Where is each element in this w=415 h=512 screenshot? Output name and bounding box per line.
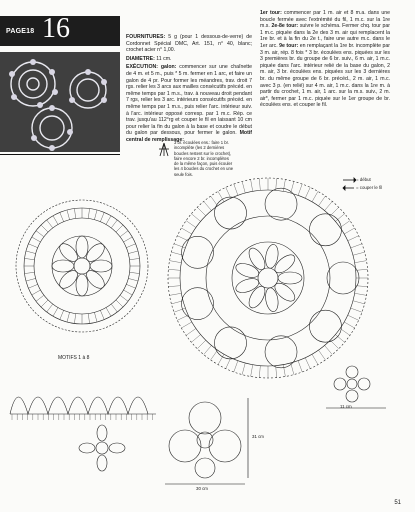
stitch-ray	[28, 244, 37, 248]
stitch-ray	[335, 335, 344, 343]
stitch-ray	[344, 228, 354, 234]
stitch-ray	[74, 208, 75, 218]
page-header	[0, 13, 120, 46]
stitch-ray	[74, 314, 75, 324]
stitch-ray	[170, 261, 182, 263]
stitch-ray	[124, 290, 133, 295]
dimension-height: 31 cm	[252, 434, 264, 439]
petal-line	[90, 260, 112, 272]
stitch-ray	[242, 363, 245, 375]
stitch-ray	[330, 340, 338, 348]
execution-label: EXÉCUTION:	[126, 64, 158, 71]
stitch-ray	[124, 237, 133, 242]
border-strip-diagram	[8, 374, 158, 422]
stitch-ray	[130, 272, 140, 273]
motifs-label: MOTIFS 1 à 8	[58, 355, 90, 361]
stitch-ray	[170, 293, 182, 295]
stitch-ray	[298, 184, 302, 195]
loop-line	[309, 310, 341, 342]
motif-label: Motif central de remplissage:	[126, 130, 252, 143]
stitch-ray	[191, 214, 200, 222]
stitch-ray	[204, 345, 212, 354]
stitch-symbol-icon	[158, 142, 170, 158]
stitch-ray	[100, 212, 104, 221]
petal-line	[264, 243, 280, 269]
product-photo	[0, 52, 120, 152]
stitch-ray	[116, 300, 123, 307]
stitch-ray	[53, 216, 58, 225]
stitch-ray	[120, 231, 128, 237]
stitch-ray	[356, 269, 368, 270]
stitch-ray	[41, 225, 48, 232]
dimension-line-height	[246, 398, 250, 478]
stitch-ray	[242, 181, 245, 193]
loop-line	[182, 236, 214, 268]
stitch-ray	[211, 350, 218, 360]
stitch-ray	[234, 361, 238, 372]
stitch-ray	[191, 335, 200, 343]
page-number: 51	[394, 500, 401, 506]
dimension-line-small	[326, 406, 386, 410]
supplies-text: 5 g (pour 1 dessous-de-verre) de Cordonnet Spécial DMC, Art. 151, n° 40, blanc; crochet acier n° 1,00.	[126, 34, 252, 54]
instructions-column-right	[260, 10, 390, 111]
stitch-ray	[126, 284, 135, 288]
stitch-ray	[111, 304, 117, 312]
stitch-ray	[94, 312, 97, 322]
stitch-ray	[351, 308, 362, 312]
legend-start: = début	[356, 177, 371, 182]
loop-line	[265, 188, 297, 220]
stitch-ray	[67, 210, 70, 220]
small-flower-diagram	[332, 364, 372, 404]
stitch-ray	[181, 322, 191, 328]
stitch-ray	[24, 272, 34, 273]
stitch-ray	[356, 286, 368, 287]
stitch-ray	[36, 231, 44, 237]
execution-text: commencer sur une chaînette de 4 m. et 5 m., puis * 5 m. fermer en 1 arc, et faire un galon de 4 pr. Pour former les méandres, trav. droit 7 rgs. relier les 3 arcs aux mailles consécutifs précéd. en même temps par 1 m.s., trav. à nouveau droit pendant 7 rgs, relier les 3 arc. intérieurs consécutifs précéd. en même temps par 1 m.s., puis relier l'arc. intérieur suiv. à l'arc. intérieur opposé corresp. par 1 m.c. Rép. ce trav. jusqu'au 112°rg et couper le fil en laissant 10 cm pour relier la fin du galon à la base et coudre le début du galon par dessous, pour fermer le galon.	[126, 64, 252, 137]
instructions-column-left	[126, 34, 252, 146]
pattern-number: 16	[42, 13, 70, 44]
stitch-ray	[340, 221, 350, 228]
stitch-ray	[32, 237, 41, 242]
stitch-ray	[100, 310, 104, 319]
stitch-ray	[168, 269, 180, 270]
stitch-ray	[318, 350, 325, 360]
stitch-ray	[88, 314, 89, 324]
stitch-ray	[28, 284, 37, 288]
stitch-ray	[94, 210, 97, 220]
stitch-ray	[355, 261, 367, 263]
stitch-ray	[344, 322, 354, 328]
petal-line	[264, 287, 280, 313]
loop-line	[327, 262, 359, 294]
stitch-ray	[351, 244, 362, 248]
stitch-ray	[130, 258, 140, 259]
loop-line	[215, 197, 247, 229]
stitch-ray	[197, 340, 205, 348]
round1-label: 1er tour:	[260, 10, 282, 16]
stitch-ray	[197, 207, 205, 215]
motif-diagram-left	[8, 186, 158, 346]
stitch-ray	[181, 228, 191, 234]
petal-line	[278, 272, 302, 284]
stitch-ray	[348, 236, 359, 241]
stitch-ray	[53, 308, 58, 317]
stitch-note: 3 br. écoulées ens.: faire 1 br. incomplète (les 2 dernières boucles restent sur le crochet), faire encore 2 br. incomplètes de la même façon, puis écouler les 4 boucles du crochet en une seule fois.	[174, 140, 234, 177]
stitch-ray	[353, 301, 365, 304]
stitch-ray	[67, 312, 70, 322]
legend-cut: = couper le fil	[356, 185, 383, 190]
dimension-width: 30 cm	[196, 486, 208, 491]
round2-label: 2e-8e tour:	[271, 23, 299, 30]
stitch-ray	[41, 300, 48, 307]
stitch-ray	[283, 365, 285, 377]
stitch-ray	[353, 252, 365, 255]
page-label: PAGE18	[6, 28, 35, 35]
loop-line	[309, 214, 341, 246]
round1-text: commencer par 1 m. air et 8 m.a. dans une boucle fermée avec l'extrémité du fil, 1 m.c. sur la 1re m.s.	[260, 10, 390, 30]
stitch-ray	[226, 187, 231, 198]
petal-line	[76, 236, 88, 258]
diameter-label: DIAMETRE:	[126, 55, 155, 62]
stitch-ray	[26, 251, 36, 254]
petal-line	[52, 260, 74, 272]
stitch-ray	[186, 221, 196, 228]
stitch-ray	[32, 290, 41, 295]
supplies-label: FOURNITURES:	[126, 34, 166, 40]
stitch-ray	[120, 295, 128, 301]
stitch-ray	[168, 286, 180, 287]
stitch-ray	[211, 196, 218, 206]
stitch-ray	[251, 180, 253, 192]
loop-line	[265, 336, 297, 368]
stitch-ray	[24, 258, 34, 259]
assembly-diagram	[165, 398, 245, 480]
stitch-ray	[26, 278, 36, 281]
dimension-small: 11 cm	[340, 404, 352, 409]
stitch-ray	[291, 363, 294, 375]
stitch-ray	[305, 187, 310, 198]
stitch-ray	[106, 308, 111, 317]
stitch-ray	[116, 225, 123, 232]
stitch-ray	[283, 180, 285, 192]
round2-text: suivre le schéma. Fermer chq. tour par 1 m.c. piquée dans la 2e des 3 m. air qui remplacent la 1re br. et à la fin du 2e t., faire une autre m.c. dans le 1er arc.	[260, 23, 391, 49]
loop-line	[182, 288, 214, 320]
stitch-ray	[36, 295, 44, 301]
loop-line	[215, 327, 247, 359]
stitch-ray	[88, 208, 89, 218]
petal-line	[76, 274, 88, 296]
stitch-ray	[259, 366, 260, 378]
stitch-ray	[348, 315, 359, 320]
stitch-ray	[325, 345, 333, 354]
stitch-ray	[47, 304, 53, 312]
execution-galon-label: galon:	[160, 64, 177, 71]
petal-line	[234, 276, 261, 295]
stitch-ray	[305, 358, 310, 369]
petal-line	[234, 261, 261, 280]
stitch-ray	[177, 315, 188, 320]
stitch-ray	[298, 361, 302, 372]
stitch-ray	[128, 251, 138, 254]
stitch-ray	[330, 207, 338, 215]
stitch-ray	[177, 236, 188, 241]
stitch-ray	[291, 181, 294, 193]
stitch-ray	[128, 278, 138, 281]
stitch-ray	[60, 310, 64, 319]
round9-text: en remplaçant la 1re br. incomplète par 3 m. air, rép. 8 fois * 3 br. écoulées ens. piquées sur les 3 premières br. du groupe de 6 br. suiv., 6 m. air, 1 m.c. piquée dans l'arc. intérieur relié de la base du galon, 2 m. air, 3 br. écoulées ens. piquées sur les 3 dernières br. du même groupe de 6 br. précéd., 2 m. air, 1 m.c. avec 3 p. (en relié) sur 4 m. air, 1 m.c. dans la 1re m. à partir du crochet, 1 m. air, 1 arc. sur la m.s. suiv., 2 m. air*, fermer par 1 m.c. piquée sur le 1er groupe de br. écoulées ens. et couper le fil.	[260, 42, 390, 109]
stitch-ray	[186, 328, 196, 335]
stitch-ray	[60, 212, 64, 221]
main-chart-diagram	[158, 166, 383, 396]
stitch-ray	[47, 220, 53, 228]
stitch-ray	[226, 358, 231, 369]
stitch-ray	[111, 220, 117, 228]
stitch-ray	[335, 214, 344, 222]
stitch-ray	[259, 178, 260, 190]
stitch-ray	[340, 328, 350, 335]
stitch-ray	[318, 196, 325, 206]
bottom-flower-diagram	[78, 424, 126, 472]
stitch-ray	[251, 365, 253, 377]
divider	[0, 154, 120, 155]
stitch-ray	[234, 184, 238, 195]
diameter-text: 11 cm.	[156, 55, 172, 62]
stitch-ray	[312, 191, 318, 201]
round9-label: 9e tour:	[279, 42, 299, 49]
stitch-ray	[106, 216, 111, 225]
stitch-ray	[312, 354, 318, 364]
stitch-ray	[355, 293, 367, 295]
stitch-ray	[204, 201, 212, 210]
stitch-ray	[126, 244, 135, 248]
stitch-ray	[325, 201, 333, 210]
